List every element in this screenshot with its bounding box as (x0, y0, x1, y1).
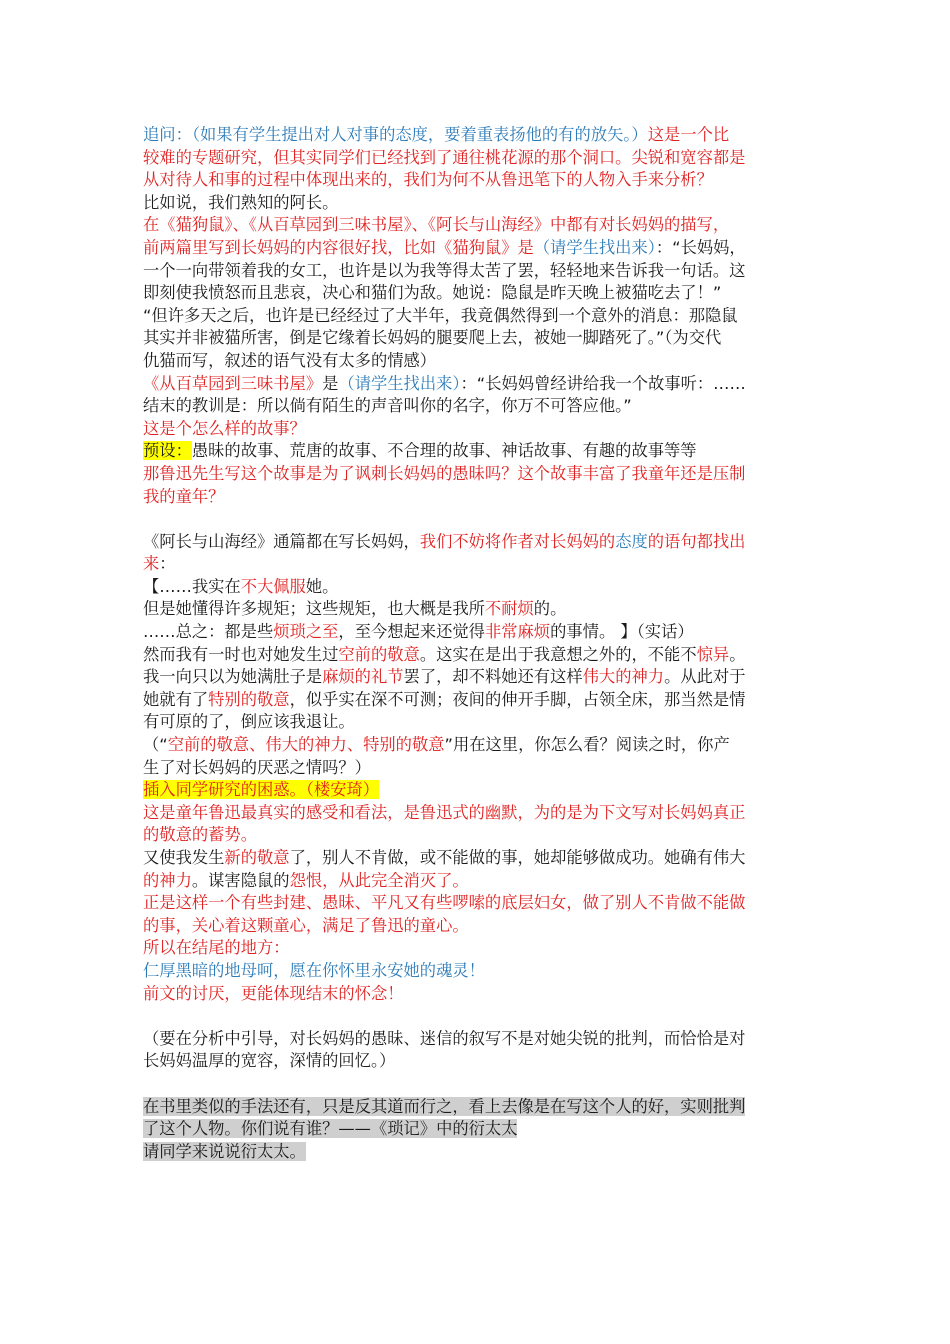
text-run: 即刻使我愤怒而且悲哀，决心和猫们为敌。她说：隐鼠是昨天晚上被猫吃去了！” (143, 283, 722, 303)
text-line (143, 237, 803, 260)
text-run: 愚昧的故事、荒唐的故事、不合理的故事、神话故事、有趣的故事等等 (191, 441, 697, 461)
text-line (143, 757, 803, 780)
text-run: 生了对长妈妈的厌恶之情吗？） (143, 757, 371, 777)
text-run: 罢了，却不料她还有这样 (403, 667, 583, 687)
text-run: 。这实在是出于我意想之外的，不能不 (419, 644, 697, 664)
text-run: ……总之：都是些 (143, 622, 274, 642)
text-run: 在书里类似的手法还有，只是反其道而行之，看上去像是在写这个人的好，实则批判 (143, 1096, 746, 1116)
text-run: 仁厚黑暗的地母呵，愿在你怀里永安她的魂灵！ (143, 960, 485, 980)
text-run: 空前的敬意 (338, 644, 420, 664)
text-run: ，至今想起来还觉得 (338, 622, 485, 642)
text-run: 前文的讨厌，更能体现结末的怀念！ (143, 983, 404, 1003)
text-line (143, 192, 803, 215)
text-run: 这是个怎么样的故事？ (143, 418, 306, 438)
text-line (143, 486, 803, 509)
text-line (143, 395, 803, 418)
text-run: 预设： (143, 441, 192, 461)
text-line (143, 373, 803, 396)
text-run: 正是这样一个有些封建、愚昧、平凡又有些啰嗦的底层妇女，做了别人不肯做不能做 (143, 893, 746, 913)
text-run: 不大佩服 (240, 576, 306, 596)
text-line (143, 1028, 803, 1051)
text-line (143, 983, 803, 1006)
text-line (143, 282, 803, 305)
text-run: 的敬意的蓄势。 (143, 825, 257, 845)
text-run: 插入同学研究的困惑。（楼安琦） (143, 780, 380, 800)
text-run: 又使我发生 (143, 848, 225, 867)
text-run: 麻烦的礼节 (322, 667, 404, 687)
text-line (143, 734, 803, 757)
text-line (143, 824, 803, 847)
text-run: 但是她懂得许多规矩；这些规矩，也大概是我所 (143, 599, 485, 619)
text-run: 比如说，我们熟知的阿长。 (143, 192, 339, 212)
text-run: 《阿长与山海经》通篇都在写长妈妈， (143, 531, 420, 551)
text-run: 。 (729, 644, 746, 664)
text-line (143, 598, 803, 621)
text-run: 非常麻烦 (484, 622, 551, 642)
text-line (143, 689, 803, 712)
text-run: 从对待人和事的过程中体现出来的，我们为何不从鲁迅笔下的人物入手来分析？ (143, 170, 713, 190)
text-run: 追问：（如果有学生提出对人对事的态度，要着重表扬他的有的放矢。） (143, 125, 648, 144)
blank-line (143, 508, 803, 531)
text-line (143, 214, 803, 237)
text-run: 态度 (615, 531, 648, 551)
blank-line (143, 1005, 803, 1028)
text-run: 仇猫而写，叙述的语气没有太多的情感） (143, 350, 437, 370)
text-run: 的神力 (143, 870, 192, 890)
text-run: 新的敬意 (224, 848, 290, 867)
text-run: ： (159, 554, 176, 574)
text-line (143, 1096, 803, 1119)
text-run: “但许多天之后，也许是已经经过了大半年，我竟偶然得到一个意外的消息：那隐鼠 (143, 305, 738, 325)
text-run: 这是一个比 (647, 125, 730, 144)
text-line (143, 892, 803, 915)
text-line (143, 124, 803, 147)
text-run: 这是童年鲁迅最真实的感受和看法，是鲁迅式的幽默，为的是为下文写对长妈妈真正 (143, 802, 746, 822)
text-run: （要在分析中引导，对长妈妈的愚昧、迷信的叙写不是对她尖锐的批判，而恰恰是对 (143, 1028, 746, 1048)
text-run: 我们不妨将作者对长妈妈的 (419, 531, 616, 551)
text-line (143, 960, 803, 983)
text-line (143, 305, 803, 328)
text-run: 那鲁迅先生写这个故事是为了讽刺长妈妈的愚昧吗？这个故事丰富了我童年还是压制 (143, 463, 746, 483)
text-run: 的。 (533, 599, 567, 619)
text-run: 所以在结尾的地方： (143, 938, 290, 958)
text-line (143, 327, 803, 350)
text-line (143, 463, 803, 486)
text-line (143, 418, 803, 441)
text-line (143, 915, 803, 938)
text-run: 伟大的神力 (582, 667, 665, 687)
text-run: （请学生找出来） (533, 237, 656, 257)
text-run: 怨恨，从此完全消灭了。 (289, 870, 469, 890)
text-run: 。从此对于 (664, 667, 746, 687)
text-run: 空前的敬意、伟大的神力、特别的敬意 (167, 735, 445, 755)
text-run: ，似乎实在深不可测；夜间的伸开手脚，占领全床，那当然是情 (289, 689, 746, 709)
text-run: 然而我有一时也对她发生过 (143, 644, 339, 664)
text-line (143, 802, 803, 825)
text-line (143, 531, 803, 554)
text-line (143, 666, 803, 689)
text-line (143, 147, 803, 170)
text-run: 一个一向带领着我的女工，也许是以为我等得太苦了罢，轻轻地来告诉我一句话。这 (143, 260, 746, 280)
text-run: 了这个人物。你们说有谁？——《琐记》中的衍太太 (143, 1119, 518, 1139)
text-line (143, 1118, 803, 1141)
text-run: （请学生找出来） (338, 373, 461, 393)
text-run: 我的童年？ (143, 486, 225, 506)
text-line (143, 1050, 803, 1073)
text-line (143, 937, 803, 960)
text-line (143, 847, 803, 870)
text-line (143, 350, 803, 373)
text-run: 的语句都找出 (647, 531, 746, 551)
text-run: 烦琐之至 (273, 622, 339, 642)
text-run: 她。 (305, 576, 339, 596)
text-run: 是 (322, 373, 339, 393)
text-run: 在《猫狗鼠》、《从百草园到三味书屋》、《阿长与山海经》中都有对长妈妈的描写， (143, 215, 730, 235)
text-run: （“ (143, 735, 168, 755)
text-line (143, 870, 803, 893)
text-run: 了，别人不肯做，或不能做的事，她却能够做成功。她确有伟大 (289, 848, 746, 867)
text-line (143, 621, 803, 644)
text-run: 来 (143, 554, 160, 574)
text-run: ：“长妈妈曾经讲给我一个故事听：…… (460, 373, 746, 393)
blank-line (143, 1073, 803, 1096)
text-run: ：“长妈妈， (655, 237, 746, 257)
text-run: 。谋害隐鼠的 (191, 870, 290, 890)
text-run: 结末的教训是：所以倘有陌生的声音叫你的名字，你万不可答应他。” (143, 396, 632, 416)
document-body (143, 124, 803, 1163)
text-line (143, 553, 803, 576)
text-line (143, 779, 803, 802)
text-run: 长妈妈温厚的宽容，深情的回忆。） (143, 1051, 396, 1071)
text-run: 有可原的了，倒应该我退让。 (143, 712, 355, 732)
text-run: 惊异 (696, 644, 730, 664)
text-run: 不耐烦 (484, 599, 534, 619)
text-line (143, 169, 803, 192)
text-run: ”用在这里，你怎么看？阅读之时，你产 (444, 735, 730, 755)
text-line (143, 440, 803, 463)
text-line (143, 260, 803, 283)
text-run: 前两篇里写到长妈妈的内容很好找，比如《猫狗鼠》是 (143, 237, 534, 257)
text-run: 请同学来说说衍太太。 (143, 1141, 306, 1161)
text-run: 较难的专题研究，但其实同学们已经找到了通往桃花源的那个洞口。尖锐和宽容都是 (143, 147, 746, 167)
text-run: 她就有了 (143, 689, 209, 709)
text-run: 【……我实在 (143, 576, 241, 596)
text-run: 《从百草园到三味书屋》 (143, 373, 323, 393)
text-run: 其实并非被猫所害，倒是它缘着长妈妈的腿要爬上去，被她一脚踏死了。”（为交代 (143, 328, 722, 348)
text-line (143, 711, 803, 734)
text-line (143, 576, 803, 599)
text-line (143, 1141, 803, 1164)
text-run: 我一向只以为她满肚子是 (143, 667, 323, 687)
text-line (143, 644, 803, 667)
text-run: 特别的敬意 (208, 689, 290, 709)
text-run: 的事，关心着这颗童心，满足了鲁迅的童心。 (143, 915, 469, 935)
text-run: 的事情。 】（实话） (550, 622, 694, 642)
